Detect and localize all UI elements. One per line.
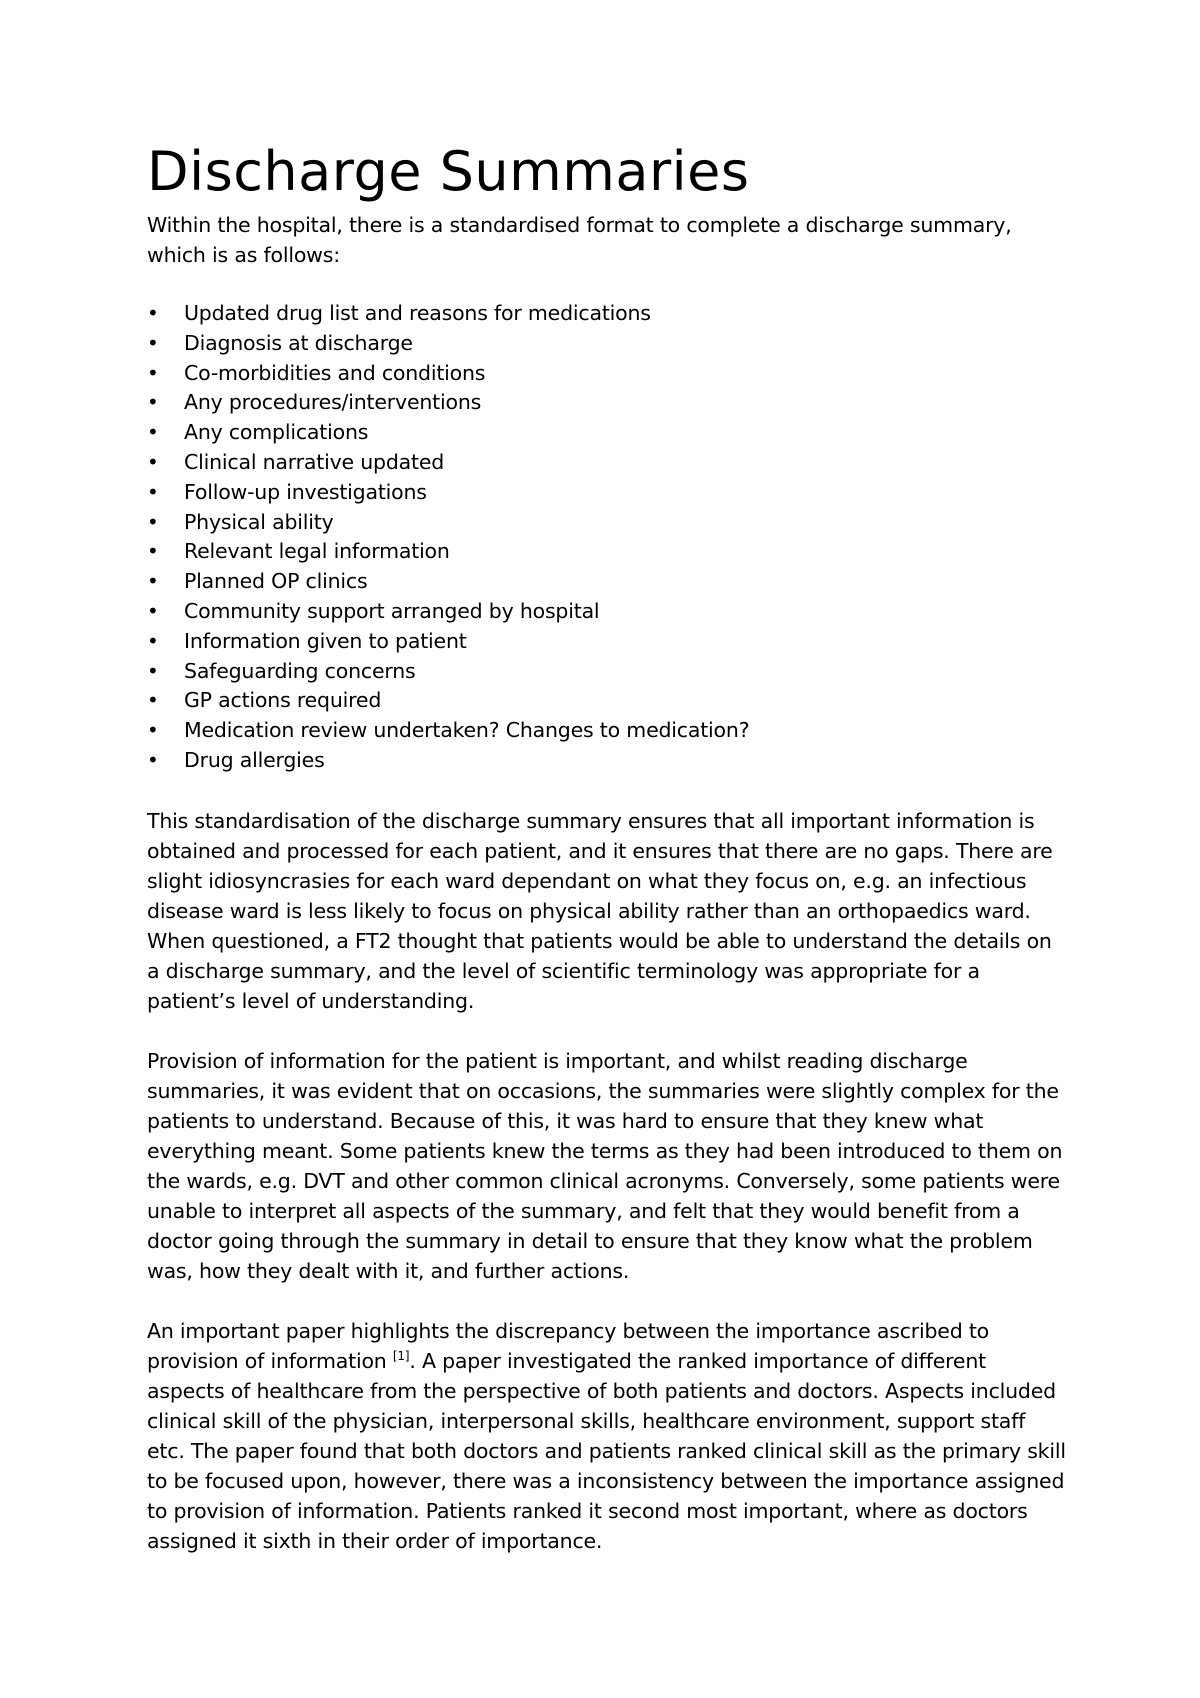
list-item xyxy=(147,418,1067,448)
list-item xyxy=(147,359,1067,389)
list-item-label: Drug allergies xyxy=(184,747,325,772)
list-item xyxy=(147,597,1067,627)
bullet-icon: • xyxy=(147,479,159,504)
paragraph-text-before-citation: An important paper highlights the discrepancy between the importance ascribed to provision of information xyxy=(147,1318,990,1373)
list-item xyxy=(147,746,1067,776)
list-item xyxy=(147,448,1067,478)
discharge-format-list xyxy=(147,299,1067,776)
bullet-icon: • xyxy=(147,360,159,385)
list-item-label: Follow-up investigations xyxy=(184,479,427,504)
bullet-icon: • xyxy=(147,539,159,564)
list-item-label: GP actions required xyxy=(184,688,382,713)
list-item-label: Clinical narrative updated xyxy=(184,449,445,474)
paragraph-text-after-citation: . A paper investigated the ranked importance of different aspects of healthcare from the perspective of both patients and doctors. Aspects included clinical skill of the physician, interpersonal skills, healthcare environment, support staff etc. The paper found that both doctors and patients ranked clinical skill as the primary skill to be focused upon, however, there was a inconsistency between the importance assigned to provision of information. Patients ranked it second most important, where as doctors assigned it sixth in their order of importance. xyxy=(147,1348,1066,1553)
list-item xyxy=(147,716,1067,746)
bullet-icon: • xyxy=(147,420,159,445)
bullet-icon: • xyxy=(147,688,159,713)
list-item-label: Planned OP clinics xyxy=(184,569,368,594)
bullet-icon: • xyxy=(147,390,159,415)
list-item-label: Information given to patient xyxy=(184,628,467,653)
list-item-label: Physical ability xyxy=(184,509,334,534)
list-item-label: Co-morbidities and conditions xyxy=(184,360,486,385)
list-item xyxy=(147,299,1067,329)
page-title: Discharge Summaries xyxy=(147,140,750,203)
list-item xyxy=(147,627,1067,657)
list-item xyxy=(147,567,1067,597)
list-item xyxy=(147,537,1067,567)
list-item-label: Updated drug list and reasons for medications xyxy=(184,301,651,325)
list-item-label: Community support arranged by hospital xyxy=(184,598,600,623)
paragraph-important-paper xyxy=(147,1316,1067,1556)
list-item xyxy=(147,686,1067,716)
list-item-label: Relevant legal information xyxy=(184,539,450,564)
bullet-icon: • xyxy=(147,449,159,474)
citation-reference: [1] xyxy=(392,1348,410,1363)
paragraph-standardisation: This standardisation of the discharge summary ensures that all important information is obtained and processed for each patient, and it ensures that there are no gaps. There are slight idiosyncrasies for each ward dependant on what they focus on, e.g. an infectious disease ward is less likely to focus on physical ability rather than an orthopaedics ward. When questioned, a FT2 thought that patients would be able to understand the details on a discharge summary, and the level of scientific terminology was appropriate for a patient’s level of understanding. xyxy=(147,808,1053,1013)
paragraph-provision-of-information: Provision of information for the patient is important, and whilst reading discharge summaries, it was evident that on occasions, the summaries were slightly complex for the patients to understand. Because of this, it was hard to ensure that they knew what everything meant. Some patients knew the terms as they had been introduced to them on the wards, e.g. DVT and other common clinical acronyms. Conversely, some patients were unable to interpret all aspects of the summary, and felt that they would benefit from a doctor going through the summary in detail to ensure that they know what the problem was, how they dealt with it, and further actions. xyxy=(147,1048,1063,1283)
bullet-icon: • xyxy=(147,718,159,743)
list-item xyxy=(147,508,1067,538)
list-item xyxy=(147,388,1067,418)
bullet-icon: • xyxy=(147,509,159,534)
bullet-icon: • xyxy=(147,301,159,325)
list-item xyxy=(147,657,1067,687)
intro-paragraph: Within the hospital, there is a standardised format to complete a discharge summary, which is as follows: xyxy=(147,213,1012,267)
list-item-label: Medication review undertaken? Changes to medication? xyxy=(184,718,750,743)
document-page xyxy=(147,136,1067,1556)
list-item-label: Any procedures/interventions xyxy=(184,390,482,415)
bullet-icon: • xyxy=(147,747,159,772)
list-item-label: Diagnosis at discharge xyxy=(184,330,413,355)
list-item xyxy=(147,478,1067,508)
bullet-icon: • xyxy=(147,598,159,623)
list-item-label: Safeguarding concerns xyxy=(184,658,416,683)
list-item-label: Any complications xyxy=(184,420,369,445)
bullet-icon: • xyxy=(147,330,159,355)
list-item xyxy=(147,329,1067,359)
bullet-icon: • xyxy=(147,628,159,653)
bullet-icon: • xyxy=(147,569,159,594)
bullet-icon: • xyxy=(147,658,159,683)
